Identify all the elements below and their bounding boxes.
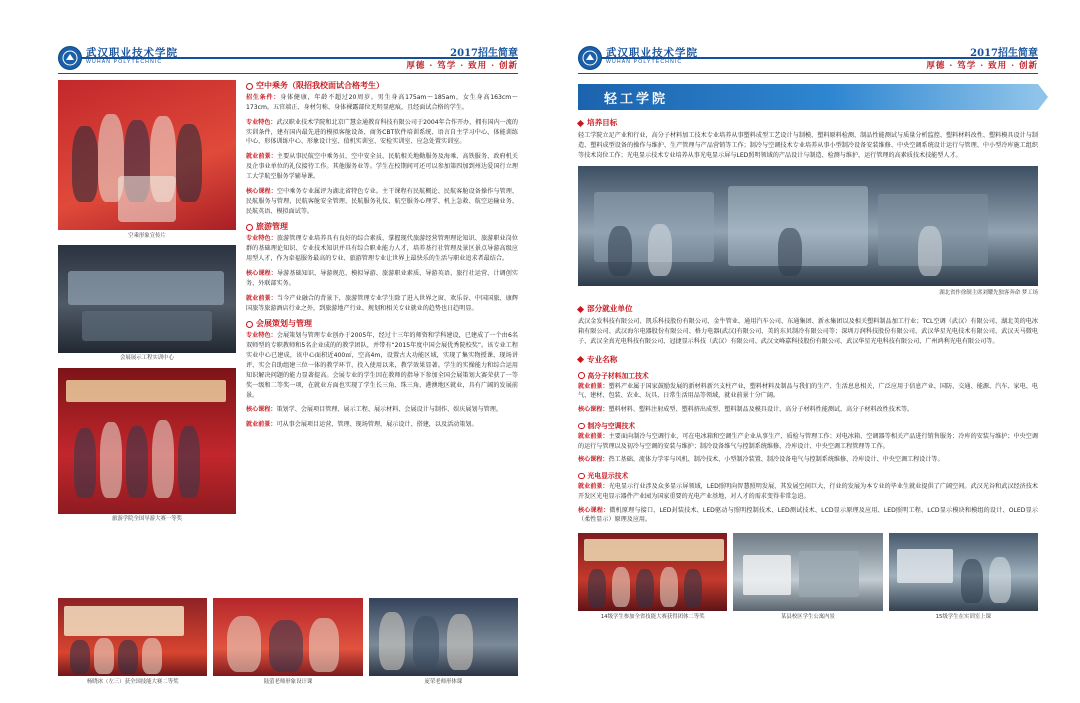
year-title: 2017招生简章 bbox=[970, 48, 1038, 59]
school-name-cn: 武汉职业技术学院 bbox=[86, 47, 178, 59]
right-page bbox=[540, 0, 1080, 703]
college-name: 轻工学院 bbox=[604, 91, 669, 107]
section-exhibition-planning bbox=[246, 318, 518, 430]
school-motto: 厚德 · 笃学 · 致用 · 创新 bbox=[406, 61, 518, 71]
left-bottom-photo-strip bbox=[58, 598, 518, 685]
photo-tourism-contest bbox=[58, 368, 236, 523]
diamond-bullet-icon bbox=[577, 306, 584, 313]
photo-caption: 空乘形象宣传片 bbox=[128, 232, 166, 239]
paragraph: 就业前景：主要面向制冷与空调行业，可在电冰箱和空调生产企业从事生产、质检与管理工作；对电冰箱、空调器等相关产品进行销售服务；冷库的安装与维护；中央空调的运行与管理以及初冷与空调的安装与维护；制冷设备维气与控制系统维修、冷库设计、中央空调工程管理等工作。 bbox=[578, 432, 1039, 450]
diamond-bullet-icon bbox=[577, 119, 584, 126]
photo-student-award bbox=[578, 533, 727, 620]
photo-caption: 15级学生在实训室上课 bbox=[935, 613, 992, 620]
school-name-cn: 武汉职业技术学院 bbox=[606, 47, 698, 59]
left-page-columns bbox=[58, 80, 518, 685]
year-title: 2017招生简章 bbox=[450, 48, 518, 59]
photo-teacher-image-class bbox=[213, 598, 362, 685]
paragraph: 核心课程：微机原理与接口、LED封装技术、LED驱动与照明控制技术、LED测试技术、LCD显示原理及应用、LED照明工程、LCD显示模块和模组的设计、OLED显示（柔性显示）原理及应用。 bbox=[578, 506, 1039, 524]
photo-caption: 湖北省作徐制主席刘耀先独客奔命 梦工场 bbox=[939, 290, 1038, 297]
paragraph: 核心课程：导游基础知识、导游规范、模拟导游、旅游职业素质、导游英语、旅行社运营、计调创实务、外联部实务。 bbox=[246, 270, 519, 287]
paragraph: 专业特色：武汉职业技术学院和北京广慧金通教育科技有限公司于2004年合作开办，拥有国内一流的实训条件，建有国内最先进的模拟客舱设备、商务CBT软件培训系统、语言自主学习中心、体能训练中心、形体训练中心、形象设计室、值机实训室、安检实训室、应急处置实训室。 bbox=[246, 118, 519, 146]
header-rule-bottom bbox=[578, 73, 1038, 74]
paragraph: 招生条件：身体健康，年龄不超过20周岁。男生身高175am～185am，女生身高163cm～173cm。五官端正、身材匀称、身体裸露部位无明显疤痕，且经面试合格的学生。 bbox=[246, 94, 518, 111]
bullet-ring-icon bbox=[246, 321, 253, 328]
paragraph: 专业特色：会展策划与管理专业创办于2005年，经过十三年的师资和学科建设，已建成了一个由6名双师型的专职教师和5名企业成的的教学团队，并带有“2015年度中国会展优秀院校奖”。该专业工程实业中心已建成，该中心面积近400㎡，空高4m，设置古大功能区域，实现了集实物授课、现场讲评、实会自助组建三位一体的教学环节，投入使用以来，教学效果显著。学生的实操能力和综合运用知识解决问题的能力显著提高。会展专业的学生因在教师的指导下参加全国会展策划大赛荣获了一等奖一级和二等奖一项，在就业方面也实现了学生长三角、珠三角、港澳地区就业，具有广阔的发展前景。 bbox=[246, 332, 519, 399]
major-optoelectronic-display bbox=[578, 470, 1038, 525]
school-motto: 厚德 · 笃学 · 致用 · 创新 bbox=[926, 61, 1038, 71]
paragraph: 就业前景：塑料产业属于国家鼓励发展的新材料新兴支柱产业，塑料材料及制品与我们的生产、生活息息相关，广泛应用于信息产业、国防、交通、能源、汽车、家电、电气、建材、包装、农业、玩具、日常生活用品等领域，就业前景十分广阔。 bbox=[578, 382, 1039, 400]
paragraph: 核心课程：空中乘务专业属评为湖北省特色专业。主干课程有民航概论、民航客舱设备操作与管理、民航服务与管理、民航客舱安全管理、民航服务礼仪、航空服务心理学、机上急救、航空运输业务、民航英语、模拟面试等。 bbox=[246, 187, 519, 215]
photo-caption: 陆萤老师形象设计课 bbox=[263, 678, 313, 685]
school-logo-icon bbox=[578, 46, 602, 70]
photo-air-steward bbox=[58, 80, 236, 239]
major-title: 高分子材料加工技术 bbox=[578, 370, 1038, 380]
lab-teaching-photo bbox=[578, 166, 1038, 286]
section-title: 空中乘务（限招我校面试合格考生） bbox=[246, 80, 518, 91]
photo-banquet-service bbox=[58, 598, 207, 685]
paragraph: 就业前景：可从事会展项目运营、管理、现场管理、展示设计、搭建，以及活动策划。 bbox=[246, 421, 478, 429]
photo-dormitory bbox=[733, 533, 882, 620]
bullet-ring-icon bbox=[246, 83, 253, 90]
paragraph: 核心课程：策划学、会展项目管理、展示工程、展示材料、会展设计与制作、娱庆展划与管理。 bbox=[246, 406, 502, 414]
paragraph: 核心课程：塑料材料、塑料注射成型、塑料挤出成型、塑料制品及模具设计、高分子材料性能测试、高分子材料改性技术等。 bbox=[578, 406, 914, 413]
bullet-ring-icon bbox=[578, 372, 585, 379]
photo-lab-class bbox=[889, 533, 1038, 620]
photo-caption: 旅游学院全国导游大赛一等奖 bbox=[111, 516, 183, 523]
paragraph: 就业前景：光电显示行业涉及众多显示屏领域，LED照明向智慧照明发展，其发展空间巨大，行业的发展为本专业的毕业生就业提供了广阔空间。武汉光谷和武汉经济技术开发区光电显示器件产业园为国家重要的光电产业基地，对人才的需求变得非常急迫。 bbox=[578, 483, 1039, 500]
paragraph: 就业前景：主要从事民航空中乘务员、空中安全员、民航相关地勤服务及海乘、高铁服务、政府机关及企事业单位的礼仪接待工作。其他服务业等。学生在校期间可还可以参加第四加到州达爱国行立理工大学航空服务学辅导课。 bbox=[246, 153, 519, 181]
text-column bbox=[246, 80, 518, 685]
photo-caption: 庞荣老师形体课 bbox=[424, 678, 463, 685]
bullet-ring-icon bbox=[578, 423, 585, 430]
photo-caption: 杨晓冰（左三）获全国技能大赛二等奖 bbox=[86, 678, 179, 685]
section-air-steward bbox=[246, 80, 518, 216]
school-logo-icon bbox=[58, 46, 82, 70]
bullet-ring-icon bbox=[578, 473, 585, 480]
heading-employers: 部分就业单位 bbox=[578, 303, 1038, 314]
photo-caption: 某县校区学生公寓内景 bbox=[781, 613, 835, 620]
section-title: 会展策划与管理 bbox=[246, 318, 518, 329]
paragraph: 轻工学院立足产业和行业，高分子材料加工技术专业培养从事塑料成型工艺设计与制模、塑料原料检测、制品性能测试与质量分析监控、塑料材料改性、塑料模具设计与制造、塑料成型设备的操作与维护、生产管理与产品营销等工作；制冷与空调技术专业培养从事小型制冷设备安装维修、中央空调系统设计运行与管理、中小型冷库施工组织等技术岗位工作；光电显示技术专业培养从事光电显示屏与LED照明领域的产品设计与制造、检测与维护、运行管理的高素质技术技能型人才。 bbox=[578, 132, 1038, 159]
photo-caption: 14级学生参加全省技能大赛获得团体二等奖 bbox=[600, 613, 705, 620]
paragraph: 武汉金发科技有限公司、凯乐科技股份有限公司、金牛管业、通用汽车公司、东通集团、新永集团以及相关塑料制品加工行业；TCL空调（武汉）有限公司、湖北美的电冰箱有限公司、武汉海尔电器股份有限公司、格力电器(武汉)有限公司、美的东贝制冷有限公司等；深圳万润科技股份有限公司、武汉华星光电技术有限公司、武汉天马微电子、武汉全真光电科技有限公司、冠捷显示科技（武汉）有限公司、武汉文峰嘉科技股份有限公司、武汉华星光电科技有限公司、广州鸿利光电有限公司等。 bbox=[578, 318, 1038, 345]
right-page-header bbox=[578, 44, 1038, 74]
paragraph: 核心课程：热工基础、流体力学零与风机、制冷技术、小型制冷装置、制冷设备电气与控制系统维修、冷库设计、中央空调工程设计等。 bbox=[578, 456, 944, 464]
photo-column bbox=[58, 80, 236, 685]
major-title: 制冷与空调技术 bbox=[578, 420, 1038, 430]
heading-training-goal: 培养目标 bbox=[578, 117, 1038, 128]
diamond-bullet-icon bbox=[577, 356, 584, 363]
college-banner bbox=[578, 84, 1038, 110]
photo-caption: 会展展示工程实训中心 bbox=[120, 355, 174, 362]
right-bottom-photo-strip bbox=[578, 533, 1038, 620]
section-tourism-management bbox=[246, 221, 518, 313]
paragraph: 专业特色：旅游管理专业培养具有良好的综合素质、掌握现代旅游经营管理理论知识、旅游职业岗位群的基础理论知识、专业技术知识并具有综合职业能力人才，培养基行社管理及景区景点导游高级应用型人才，作为牵福服务最高的专业、旅游管理专业让世界上最快乐的生活与职业追求者最结合。 bbox=[246, 235, 519, 263]
major-refrigeration-ac bbox=[578, 420, 1038, 465]
left-page-header bbox=[58, 44, 518, 74]
heading-majors: 专业名称 bbox=[578, 354, 1038, 365]
school-name-en: WUHAN POLYTECHNIC bbox=[86, 59, 163, 65]
header-rule-bottom bbox=[58, 73, 518, 74]
bullet-ring-icon bbox=[246, 224, 253, 231]
photo-exhibition-center bbox=[58, 245, 236, 362]
major-polymer-materials bbox=[578, 370, 1038, 415]
school-name-en: WUHAN POLYTECHNIC bbox=[606, 59, 683, 65]
photo-etiquette-class bbox=[369, 598, 518, 685]
section-title: 旅游管理 bbox=[246, 221, 518, 232]
paragraph: 就业前景：当今产业融合的背景下，旅游管理专业学生除了进入世界之窗、欢乐谷、中国国旅、康辉国旅等旅游酒店行业之外，到旅游地产行业、规划和相关专业就业的趋势也日趋明显。 bbox=[246, 294, 519, 312]
major-title: 光电显示技术 bbox=[578, 470, 1038, 480]
